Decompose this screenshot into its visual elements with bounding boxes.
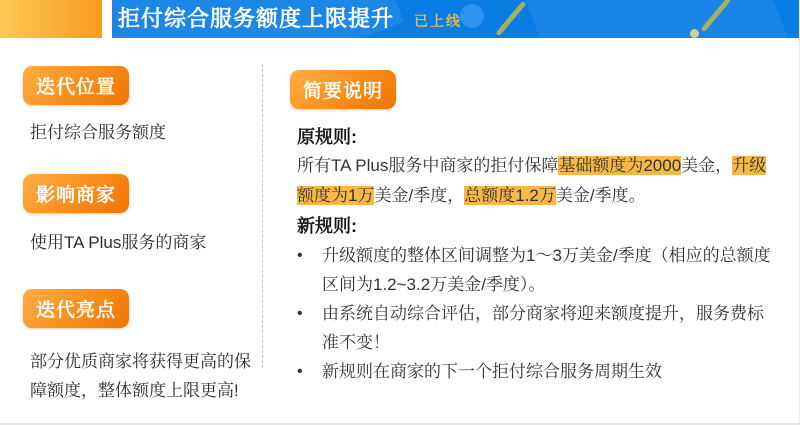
brief-description-pill: 简要说明 bbox=[290, 70, 396, 109]
diagonal-band-decor bbox=[524, 0, 790, 38]
bullet-text bbox=[322, 241, 771, 299]
new-rule-label: 新规则: bbox=[297, 216, 357, 236]
bullet-line: 升级额度的整体区间调整为1～3万美金/季度（相应的总额度 bbox=[322, 246, 771, 265]
left-column bbox=[30, 66, 262, 405]
original-rule-line: 所有TA Plus服务中商家的拒付保障基础额度为2000美金，升级 bbox=[297, 156, 767, 175]
bullet-line: 准不变！ bbox=[322, 333, 390, 352]
highlight-text-line: 障额度，整体额度上限更高! bbox=[30, 381, 239, 400]
bullet-line: 由系统自动综合评估，部分商家将迎来额度提升，服务费标 bbox=[322, 304, 764, 323]
status-badge: 已上线 bbox=[414, 13, 463, 29]
vertical-dashed-divider bbox=[262, 64, 263, 368]
bullet-icon: • bbox=[297, 305, 303, 322]
new-rule-bullet-list bbox=[297, 241, 797, 386]
bullet-icon: • bbox=[297, 247, 303, 264]
right-column bbox=[297, 70, 797, 386]
iteration-highlights-text bbox=[30, 347, 262, 405]
list-item bbox=[297, 357, 797, 386]
header-bar bbox=[112, 0, 800, 38]
circle-decor-icon bbox=[460, 4, 484, 28]
iteration-highlights-pill: 迭代亮点 bbox=[23, 289, 129, 328]
original-rule-paragraph bbox=[297, 151, 797, 211]
bullet-icon: • bbox=[297, 363, 303, 380]
affected-merchants-pill: 影响商家 bbox=[23, 174, 129, 213]
bullet-text bbox=[322, 299, 764, 357]
slash-decor-icon bbox=[496, 1, 527, 36]
list-item bbox=[297, 299, 797, 357]
bullet-line: 新规则在商家的下一个拒付综合服务周期生效 bbox=[322, 362, 662, 381]
highlight-text-line: 部分优质商家将获得更高的保 bbox=[30, 352, 251, 371]
bullet-text bbox=[322, 357, 662, 386]
iteration-position-pill: 迭代位置 bbox=[23, 66, 129, 105]
bullet-line: 区间为1.2~3.2万美金/季度）。 bbox=[322, 275, 546, 294]
original-rule-line: 额度为1万美金/季度，总额度1.2万美金/季度。 bbox=[297, 186, 646, 205]
dot-decor-icon bbox=[690, 29, 699, 38]
page-title: 拒付综合服务额度上限提升 bbox=[118, 6, 395, 31]
header-accent-block bbox=[0, 0, 102, 38]
list-item bbox=[297, 241, 797, 299]
affected-merchants-text: 使用TA Plus服务的商家 bbox=[30, 233, 207, 252]
original-rule-label: 原规则: bbox=[297, 127, 357, 147]
iteration-position-text: 拒付综合服务额度 bbox=[30, 123, 166, 142]
